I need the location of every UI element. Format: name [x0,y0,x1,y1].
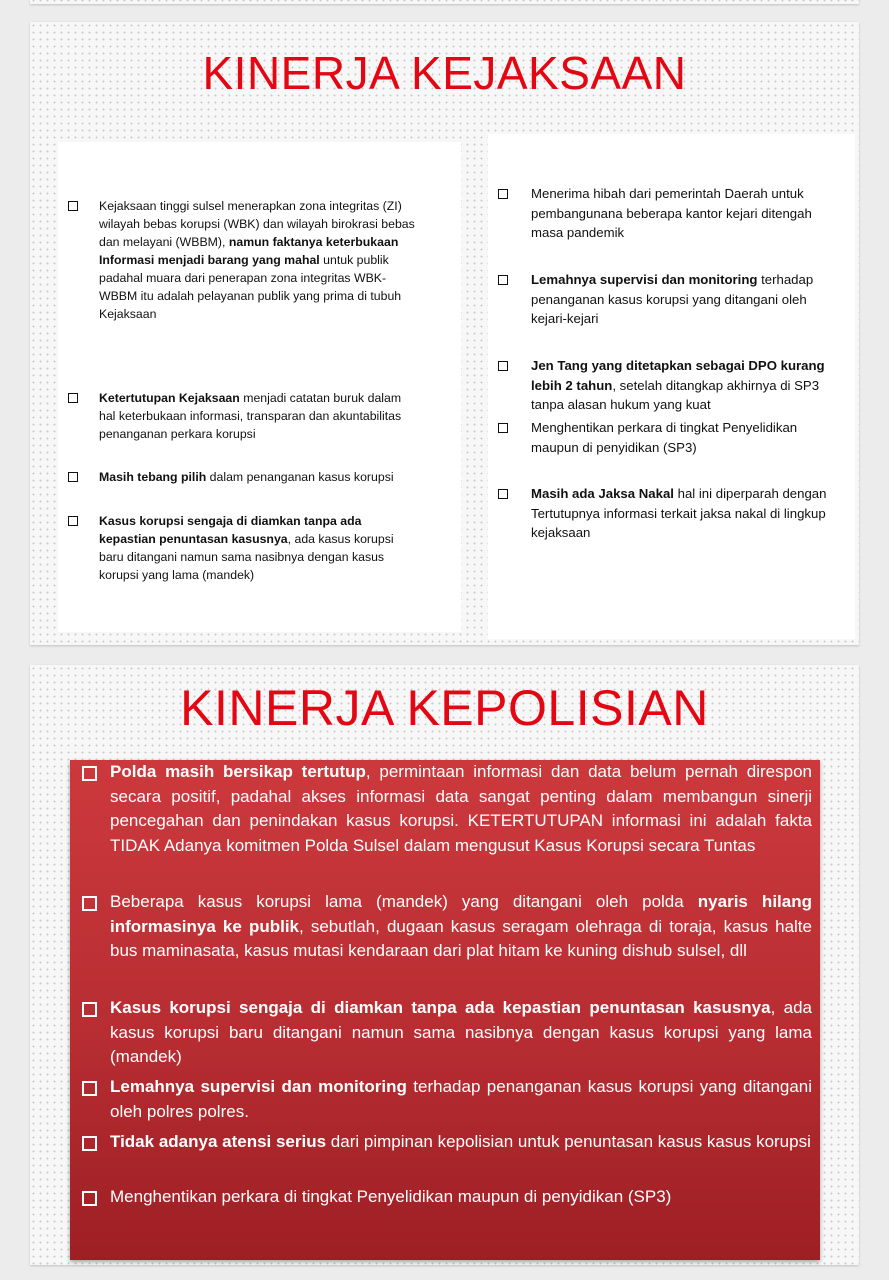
checkbox-bullet-icon [82,1002,97,1017]
checkbox-bullet-icon [498,189,508,199]
checkbox-bullet-icon [68,201,78,211]
previous-slide-edge [30,0,859,4]
checkbox-bullet-icon [68,472,78,482]
checkbox-bullet-icon [82,1191,97,1206]
slide-kinerja-kejaksaan [30,22,859,645]
left-column: Kejaksaan tinggi sulsel menerapkan zona integritas (ZI) wilayah bebas korupsi (WBK) dan wilayah birokrasi bebas dan melayani (WBBM), namun faktanya keterbukaan Informasi menjadi barang yang mahal untuk publik padahal muara dari penerapan zona integritas WBK-WBBM itu adalah pelayanan publik yang prima di tubuh Kejaksaan Ketertutupan Kejaksaan menjadi catatan buruk dalam hal keterbukaan informasi, transparan dan akuntabilitas penanganan perkara korupsi Masih tebang pilih dalam penanganan kasus korupsi Kasus korupsi sengaja di diamkan tanpa ada kepastian penuntasan kasusnya, ada kasus korupsi baru ditangani namun sama nasibnya dengan kasus korupsi yang lama (mandek) [58,142,461,632]
checkbox-bullet-icon [498,361,508,371]
checkbox-bullet-icon [498,423,508,433]
slide-kinerja-kepolisian [30,665,859,1265]
checkbox-bullet-icon [68,393,78,403]
right-column: Menerima hibah dari pemerintah Daerah untuk pembangunana beberapa kantor kejari ditengah masa pandemik Lemahnya supervisi dan monitoring terhadap penanganan kasus korupsi yang ditangani oleh kejari-kejari Jen Tang yang ditetapkan sebagai DPO kurang lebih 2 tahun, setelah ditangkap akhirnya di SP3 tanpa alasan hukum yang kuat Menghentikan perkara di tingkat Penyelidikan maupun di penyidikan (SP3) Masih ada Jaksa Nakal hal ini diperparah dengan Tertutupnya informasi terkait jaksa nakal di lingkup kejaksaan [488,134,855,639]
checkbox-bullet-icon [498,275,508,285]
slide-title: KINERJA KEPOLISIAN [180,680,709,736]
content-box: Polda masih bersikap tertutup, permintaan informasi dan data belum pernah direspon secara positif, padahal akses informasi data sangat penting dalam membangun sinerji pencegahan dan penindakan kasus korupsi. KETERTUTUPAN informasi ini adalah fakta TIDAK Adanya komitmen Polda Sulsel dalam mengusut Kasus Korupsi secara Tuntas Beberapa kasus korupsi lama (mandek) yang ditangani oleh polda nyaris hilang informasinya ke publik, sebutlah, dugaan kasus seragam olehraga di toraja, kasus halte bus maminasata, kasus mutasi kendaraan dari plat hitam ke kuning dishub sulsel, dll Kasus korupsi sengaja di diamkan tanpa ada kepastian penuntasan kasusnya, ada kasus korupsi baru ditangani namun sama nasibnya dengan kasus korupsi yang lama (mandek) Lemahnya supervisi dan monitoring terhadap penanganan kasus korupsi yang ditangani oleh polres polres. Tidak adanya atensi serius dari pimpinan kepolisian untuk penuntasan kasus kasus korupsi Menghentikan perkara di tingkat Penyelidikan maupun di penyidikan (SP3) [70,760,820,1260]
checkbox-bullet-icon [82,1136,97,1151]
checkbox-bullet-icon [82,1081,97,1096]
checkbox-bullet-icon [82,766,97,781]
checkbox-bullet-icon [498,489,508,499]
checkbox-bullet-icon [68,516,78,526]
slide-title: KINERJA KEJAKSAAN [202,47,687,99]
checkbox-bullet-icon [82,896,97,911]
